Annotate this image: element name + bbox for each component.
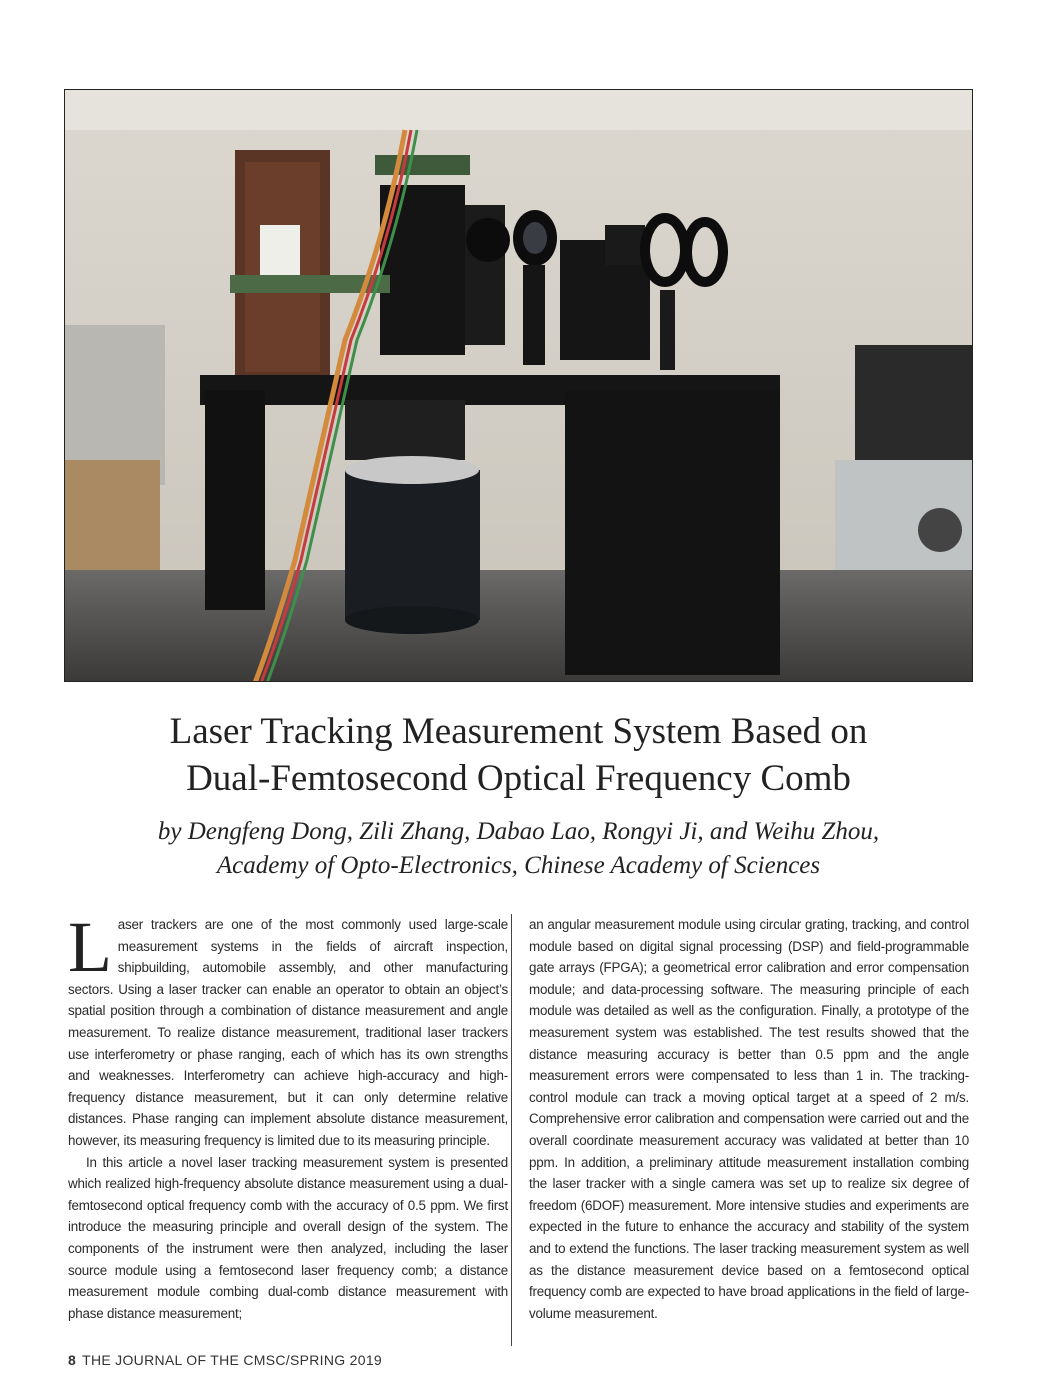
photo-illustration	[65, 90, 973, 682]
page-footer	[68, 1352, 382, 1368]
body-column-right	[529, 914, 969, 1324]
body-paragraph-1	[68, 907, 508, 1152]
byline	[0, 815, 1037, 883]
body-column-left	[68, 907, 508, 1324]
body-paragraph-1-text: aser trackers are one of the most commonly used large-scale measurement systems in the fields of aircraft inspection, shipbuilding, automobile assembly, and other manufacturing sectors. Using a laser tracker can enable an operator to obtain an object’s spatial position through a combination of distance measurement and angle measurement. To realize distance measurement, traditional laser trackers use interferometry or phase ranging, each of which has its own strengths and weaknesses. Interferometry can achieve high-accuracy and high-frequency distance measurement, but it can only determine relative distances. Phase ranging can implement absolute distance measurement, however, its measuring frequency is limited due to its measuring principle.	[68, 917, 508, 1148]
column-divider	[511, 914, 512, 1346]
body-paragraph-3: an angular measurement module using circular grating, tracking, and control module based on digital signal processing (DSP) and field-programmable gate arrays (FPGA); a geometrical error calibration and error compensation module; and data-processing software. The measuring principle of each module was detailed as well as the configuration. Finally, a prototype of the measurement system was established. The test results showed that the distance measuring accuracy is better than 0.5 ppm and the angle measurement errors were compensated to less than 1 in. The tracking-control module can track a moving optical target at a speed of 2 m/s. Comprehensive error calibration and compensation were carried out and the overall coordinate measurement accuracy was validated at better than 10 ppm. In addition, a preliminary attitude measurement installation combing the laser tracker with a single camera was set up to realize six degree of freedom (6DOF) measurement. More intensive studies and experiments are expected in the future to enhance the accuracy and stability of the system and to extend the functions. The laser tracking measurement system as well as the distance measurement device based on a femtosecond optical frequency comb are expected to have broad applications in the field of large-volume measurement.	[529, 917, 969, 1321]
article-title-line1: Laser Tracking Measurement System Based on	[169, 711, 868, 752]
body-paragraph-2: In this article a novel laser tracking measurement system is presented which realized high-frequency absolute distance measurement using a dual-femtosecond optical frequency comb with the accuracy of 0.5 ppm. We first introduce the measuring principle and overall design of the system. The components of the instrument were then analyzed, including the laser source module using a femtosecond laser frequency comb; a distance measurement module combing dual-comb distance measurement with phase distance measurement;	[68, 1154, 508, 1321]
journal-name: THE JOURNAL OF THE CMSC/SPRING 2019	[82, 1352, 382, 1368]
article-title-line2: Dual-Femtosecond Optical Frequency Comb	[186, 758, 851, 799]
drop-cap: L	[68, 907, 112, 987]
byline-affiliation: Academy of Opto-Electronics, Chinese Academy of Sciences	[216, 852, 821, 879]
page-number: 8	[68, 1352, 77, 1368]
article-title	[0, 708, 1037, 802]
lab-equipment-photo	[64, 89, 973, 682]
byline-authors: by Dengfeng Dong, Zili Zhang, Dabao Lao, Rongyi Ji, and Weihu Zhou,	[157, 818, 880, 845]
